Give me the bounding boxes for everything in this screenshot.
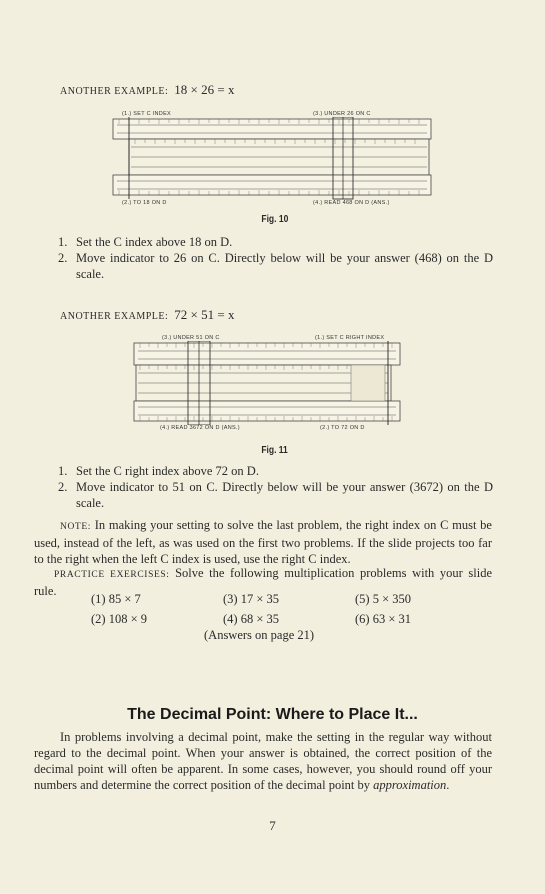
- fig10-label-bottom-right: (4.) READ 468 ON D (ANS.): [313, 200, 390, 206]
- note-text: In making your setting to solve the last problem, the right index on C must be used, instead of the left, as was used on the first two problems. If the slide projects too far to the right when the left C index is used, use the right C index.: [34, 518, 492, 566]
- example-2-heading: [60, 307, 234, 323]
- slide-rule-figure-11: [126, 341, 406, 425]
- fig10-label-bottom-left: (2.) TO 18 ON D: [122, 200, 167, 206]
- section-body: In problems involving a decimal point, make the setting in the regular way without regard to the decimal point. When your answer is obtained, the correct position of the decimal point will often be apparent. In some cases, however, you should round off your numbers and determine the correct position of the decimal point by approximation.: [34, 730, 492, 792]
- exercise-item: (6) 63 × 31: [355, 612, 411, 626]
- steps-list-2: [58, 463, 493, 511]
- exercise-item: (4) 68 × 35: [223, 612, 279, 626]
- example-equation: 72 × 51 = x: [174, 307, 235, 322]
- emphasis-word: approximation: [373, 778, 447, 792]
- note-label: NOTE:: [60, 522, 91, 532]
- practice-text: Solve the following multiplication problems with your slide rule.: [34, 566, 493, 598]
- fig10-label-top-left: (1.) SET C INDEX: [122, 111, 172, 117]
- fig11-caption: Fig. 11: [261, 445, 288, 456]
- fig10-caption: Fig. 10: [261, 214, 289, 225]
- steps-list-1: [58, 234, 493, 282]
- step-item: 1. Set the C index above 18 on D.: [58, 235, 233, 249]
- step-item: 1. Set the C right index above 72 on D.: [58, 464, 259, 478]
- fig11-label-bottom-right: (2.) TO 72 ON D: [320, 425, 365, 431]
- exercise-item: (5) 5 × 350: [355, 592, 411, 606]
- fig11-label-bottom-left: (4.) READ 3672 ON D (ANS.): [160, 425, 240, 431]
- exercise-item: (3) 17 × 35: [223, 592, 279, 606]
- note-paragraph: [34, 517, 492, 567]
- exercise-item: (2) 108 × 9: [91, 612, 147, 626]
- step-item: 2. Move indicator to 51 on C. Directly below will be your answer (3672) on the D scale.: [58, 480, 493, 510]
- example-label: ANOTHER EXAMPLE:: [60, 311, 169, 322]
- page-number: 7: [269, 818, 276, 833]
- practice-label: PRACTICE EXERCISES:: [54, 570, 170, 580]
- answers-note: (Answers on page 21): [204, 628, 315, 642]
- fig11-label-top-right: (1.) SET C RIGHT INDEX: [315, 335, 385, 341]
- example-label: ANOTHER EXAMPLE:: [60, 86, 169, 97]
- step-item: 2. Move indicator to 26 on C. Directly below will be your answer (468) on the D scale.: [58, 251, 493, 281]
- example-equation: 18 × 26 = x: [174, 82, 235, 97]
- fig11-label-top-left: (3.) UNDER 51 ON C: [162, 335, 220, 341]
- slide-rule-figure-10: [105, 117, 435, 200]
- fig10-label-top-right: (3.) UNDER 26 ON C: [313, 111, 371, 117]
- section-heading: The Decimal Point: Where to Place It...: [127, 706, 418, 723]
- example-1-heading: [60, 82, 234, 98]
- exercise-item: (1) 85 × 7: [91, 592, 141, 606]
